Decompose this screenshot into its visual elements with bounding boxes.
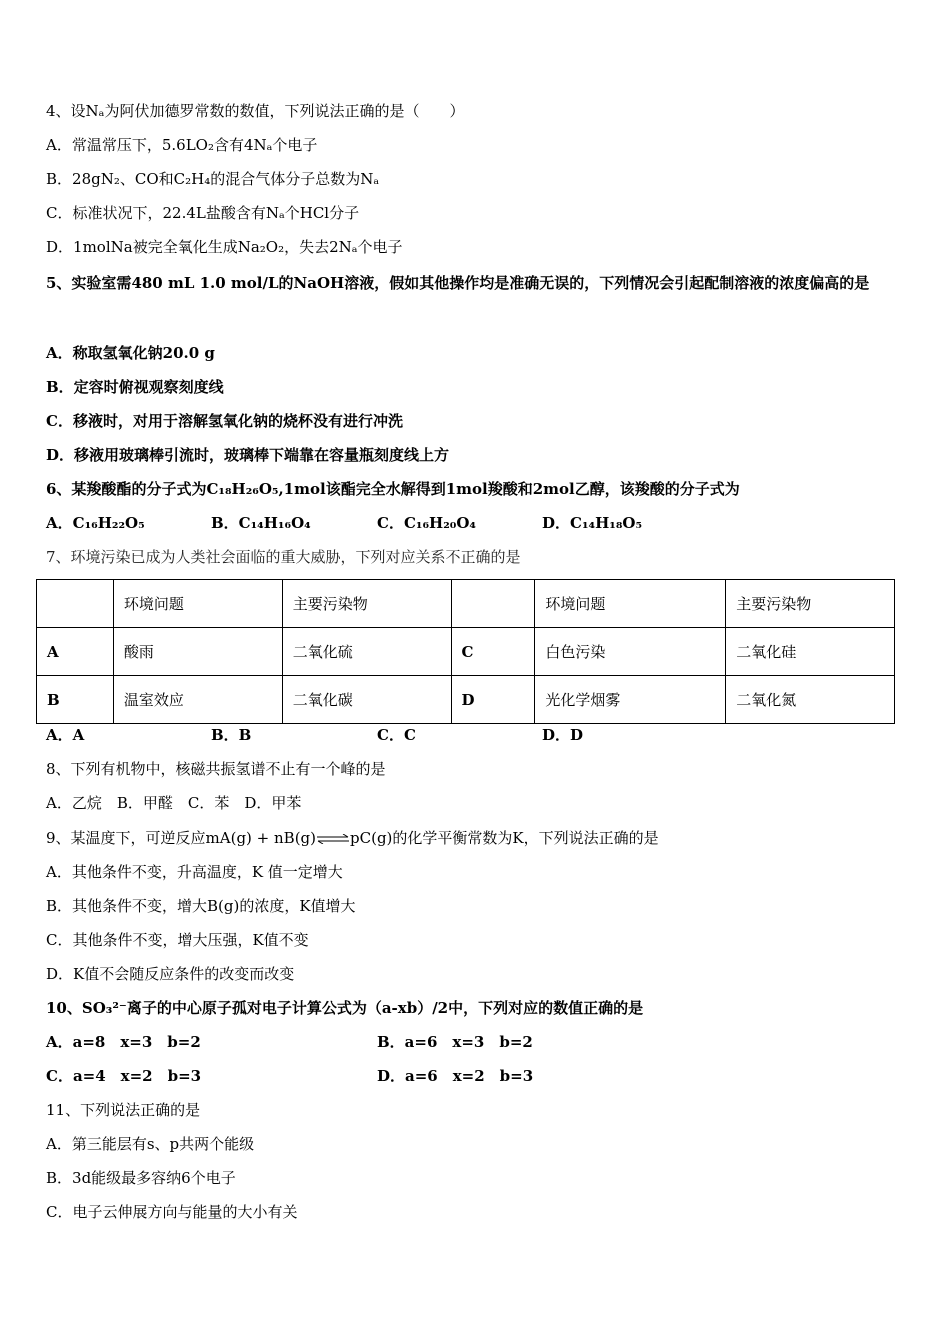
- q6-options: [46, 513, 906, 533]
- table-cell: A: [37, 628, 114, 676]
- q9-stem: [46, 828, 659, 848]
- q4-option-b: B．28gN₂、CO和C₂H₄的混合气体分子总数为Nₐ: [46, 170, 380, 188]
- table-cell: 酸雨: [113, 628, 282, 676]
- table-cell: 环境问题: [113, 580, 282, 628]
- q9-option-d: D．K值不会随反应条件的改变而改变: [46, 965, 295, 983]
- table-cell: 二氧化氮: [726, 676, 895, 724]
- q6-option-b: B．C₁₄H₁₆O₄: [211, 514, 311, 532]
- q10-options-row-1: [46, 1032, 906, 1052]
- q6-option-c: C．C₁₆H₂₀O₄: [377, 514, 476, 532]
- q10-option-d: D．a=6 x=2 b=3: [377, 1067, 534, 1085]
- q8-stem: 8、下列有机物中，核磁共振氢谱不止有一个峰的是: [46, 760, 386, 778]
- q5-option-a: A．称取氢氧化钠20.0 g: [46, 344, 215, 362]
- table-cell: 二氧化硫: [282, 628, 451, 676]
- table-cell: D: [451, 676, 535, 724]
- q9-stem-right: pC(g)的化学平衡常数为K，下列说法正确的是: [350, 829, 659, 847]
- table-cell: 二氧化硅: [726, 628, 895, 676]
- q5-option-b: B．定容时俯视观察刻度线: [46, 378, 224, 396]
- q5-option-c: C．移液时，对用于溶解氢氧化钠的烧杯没有进行冲洗: [46, 412, 403, 430]
- q11-option-a: A．第三能层有s、p共两个能级: [46, 1135, 255, 1153]
- q8-options: A．乙烷 B．甲醛 C．苯 D．甲苯: [46, 794, 302, 812]
- q4-option-c: C．标准状况下，22.4L盐酸含有Nₐ个HCl分子: [46, 204, 360, 222]
- q7-stem: 7、环境污染已成为人类社会面临的重大威胁，下列对应关系不正确的是: [46, 548, 521, 566]
- q7-options: [46, 725, 906, 745]
- q11-option-c: C．电子云伸展方向与能量的大小有关: [46, 1203, 298, 1221]
- q10-option-c: C．a=4 x=2 b=3: [46, 1067, 202, 1085]
- table-cell: [37, 580, 114, 628]
- table-cell: 环境问题: [535, 580, 726, 628]
- table-row: [37, 676, 895, 724]
- table-cell: C: [451, 628, 535, 676]
- q6-option-d: D．C₁₄H₁₈O₅: [542, 514, 643, 532]
- q4-stem: 4、设Nₐ为阿伏加德罗常数的数值，下列说法正确的是（ ）: [46, 102, 465, 120]
- q7-table: [36, 579, 895, 724]
- q10-options-row-2: [46, 1066, 906, 1086]
- equilibrium-arrow-icon: [316, 834, 350, 844]
- q5-stem: 5、实验室需480 mL 1.0 mol/L的NaOH溶液，假如其他操作均是准确无误的，下列情况会引起配制溶液的浓度偏高的是: [46, 274, 870, 292]
- q5-option-d: D．移液用玻璃棒引流时，玻璃棒下端靠在容量瓶刻度线上方: [46, 446, 450, 464]
- q10-option-b: B．a=6 x=3 b=2: [377, 1033, 533, 1051]
- table-cell: B: [37, 676, 114, 724]
- q9-option-c: C．其他条件不变，增大压强，K值不变: [46, 931, 309, 949]
- q6-option-a: A．C₁₆H₂₂O₅: [46, 514, 145, 532]
- q7-option-a: A．A: [46, 726, 85, 744]
- q9-option-a: A．其他条件不变，升高温度，K 值一定增大: [46, 863, 343, 881]
- q7-option-c: C．C: [377, 726, 416, 744]
- table-cell: [451, 580, 535, 628]
- table-header-row: [37, 580, 895, 628]
- table-row: [37, 628, 895, 676]
- table-cell: 主要污染物: [726, 580, 895, 628]
- table-cell: 二氧化碳: [282, 676, 451, 724]
- q11-option-b: B．3d能级最多容纳6个电子: [46, 1169, 236, 1187]
- table-cell: 主要污染物: [282, 580, 451, 628]
- q9-option-b: B．其他条件不变，增大B(g)的浓度，K值增大: [46, 897, 356, 915]
- q11-stem: 11、下列说法正确的是: [46, 1101, 201, 1119]
- q4-option-a: A．常温常压下，5.6LO₂含有4Nₐ个电子: [46, 136, 318, 154]
- q7-option-b: B．B: [211, 726, 252, 744]
- q4-option-d: D．1molNa被完全氧化生成Na₂O₂，失去2Nₐ个电子: [46, 238, 403, 256]
- q9-stem-left: 9、某温度下，可逆反应mA(g) + nB(g): [46, 829, 317, 847]
- q10-option-a: A．a=8 x=3 b=2: [46, 1033, 201, 1051]
- table-cell: 温室效应: [113, 676, 282, 724]
- q10-stem: 10、SO₃²⁻离子的中心原子孤对电子计算公式为（a-xb）/2中，下列对应的数值正确的是: [46, 999, 644, 1017]
- q6-stem: 6、某羧酸酯的分子式为C₁₈H₂₆O₅,1mol该酯完全水解得到1mol羧酸和2mol乙醇，该羧酸的分子式为: [46, 480, 740, 498]
- table-cell: 光化学烟雾: [535, 676, 726, 724]
- table-cell: 白色污染: [535, 628, 726, 676]
- q7-option-d: D．D: [542, 726, 584, 744]
